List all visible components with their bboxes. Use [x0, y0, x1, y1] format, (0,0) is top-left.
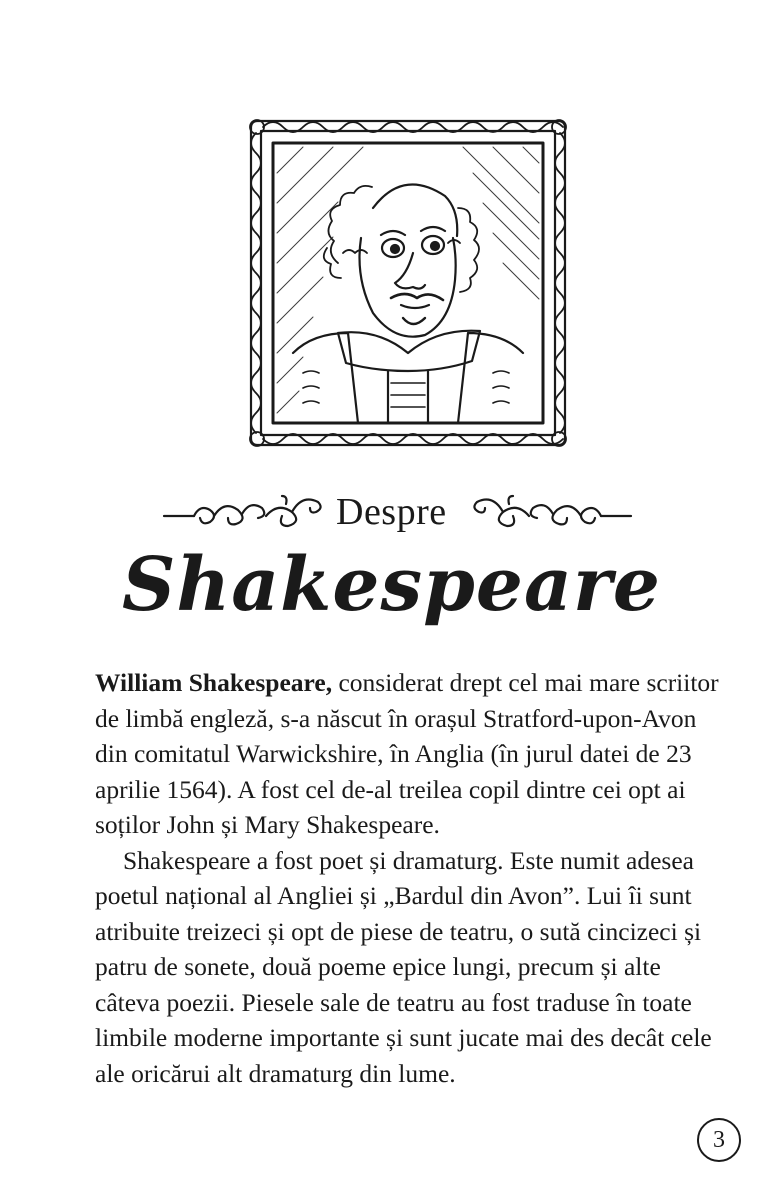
heading-small: Despre — [336, 491, 447, 533]
heading-row — [0, 488, 783, 544]
shakespeare-portrait-illustration — [243, 113, 573, 453]
paragraph-1-text: considerat drept cel mai mare scriitor de limbă engleză, s-a născut în orașul Stratford-upon-Avon din comitatul Warwickshire, în Anglia (în jurul datei de 23 aprilie 1564). A fost cel de-al treilea copil dintre cei opt ai soților John și Mary Shakespeare. — [95, 668, 719, 839]
right-flourish-ornament — [468, 488, 633, 538]
left-flourish-ornament — [162, 488, 327, 538]
paragraph-1 — [95, 665, 727, 843]
paragraph-2: Shakespeare a fost poet și dramaturg. Este numit adesea poetul național al Angliei și „Bardul din Avon”. Lui îi sunt atribuite treizeci și opt de piese de teatru, o sută cincizeci și patru de sonete, două poeme epice lungi, precum și alte câteva poezii. Piesele sale de teatru au fost traduse în toate limbile moderne importante și sunt jucate mai des decât cele ale oricărui alt dramaturg din lume. — [95, 845, 712, 1088]
body-text — [95, 665, 727, 1091]
page-title: Shakespeare — [121, 542, 662, 628]
page-number: 3 — [697, 1118, 741, 1162]
paragraph-1-bold-name: William Shakespeare, — [95, 668, 333, 697]
